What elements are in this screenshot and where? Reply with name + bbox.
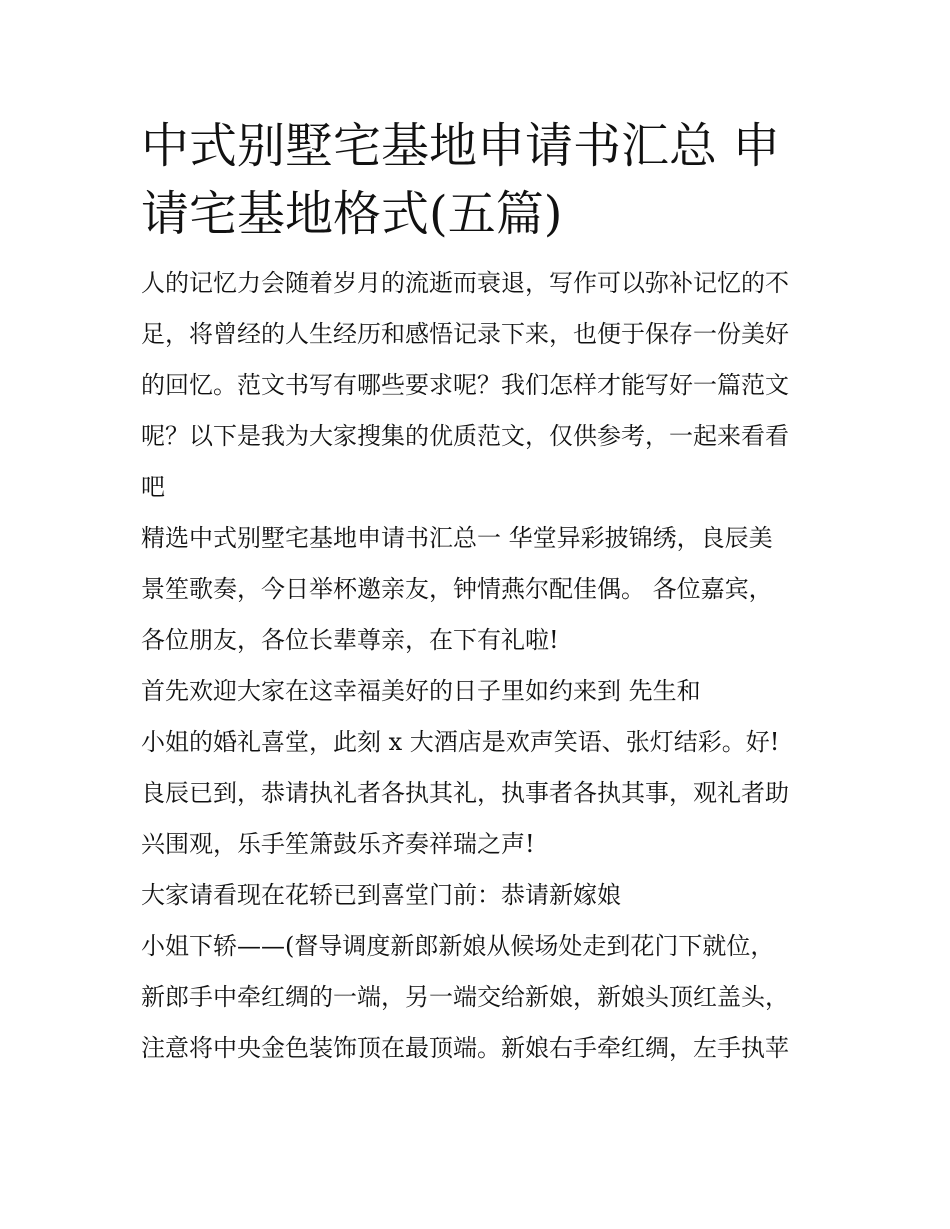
text-line: 小姐的婚礼喜堂，此刻 x 大酒店是欢声笑语、张灯结彩。好!	[141, 728, 780, 756]
text-line: 新郎手中牵红绸的一端，另一端交给新娘，新娘头顶红盖头，	[141, 983, 789, 1011]
text-line: 人的记忆力会随着岁月的流逝而衰退，写作可以弥补记忆的不	[141, 269, 789, 297]
text-line: 良辰已到，恭请执礼者各执其礼，执事者各执其事，观礼者助	[141, 779, 789, 807]
text-line: 吧	[141, 473, 165, 501]
text-line: 首先欢迎大家在这幸福美好的日子里如约来到 先生和	[141, 677, 701, 705]
text-line: 注意将中央金色装饰顶在最顶端。新娘右手牵红绸，左手执苹	[141, 1034, 789, 1062]
document-page	[141, 112, 821, 1074]
title-line: 请宅基地格式(五篇)	[141, 186, 563, 242]
title-line: 中式别墅宅基地申请书汇总 申	[141, 118, 781, 174]
document-body	[141, 258, 821, 1074]
text-line: 大家请看现在花轿已到喜堂门前：恭请新嫁娘	[141, 881, 621, 909]
text-line: 兴围观，乐手笙箫鼓乐齐奏祥瑞之声!	[141, 830, 535, 858]
text-line: 呢？以下是我为大家搜集的优质范文，仅供参考，一起来看看	[141, 422, 789, 450]
text-line: 小姐下轿——(督导调度新郎新娘从候场处走到花门下就位，	[141, 932, 775, 960]
document-title	[141, 112, 821, 248]
text-line: 景笙歌奏，今日举杯邀亲友，钟情燕尔配佳偶。 各位嘉宾，	[141, 575, 773, 603]
text-line: 精选中式别墅宅基地申请书汇总一 华堂异彩披锦绣，良辰美	[141, 524, 773, 552]
text-line: 各位朋友，各位长辈尊亲，在下有礼啦!	[141, 626, 559, 654]
text-line: 的回忆。范文书写有哪些要求呢？我们怎样才能写好一篇范文	[141, 371, 789, 399]
text-line: 足，将曾经的人生经历和感悟记录下来，也便于保存一份美好	[141, 320, 789, 348]
